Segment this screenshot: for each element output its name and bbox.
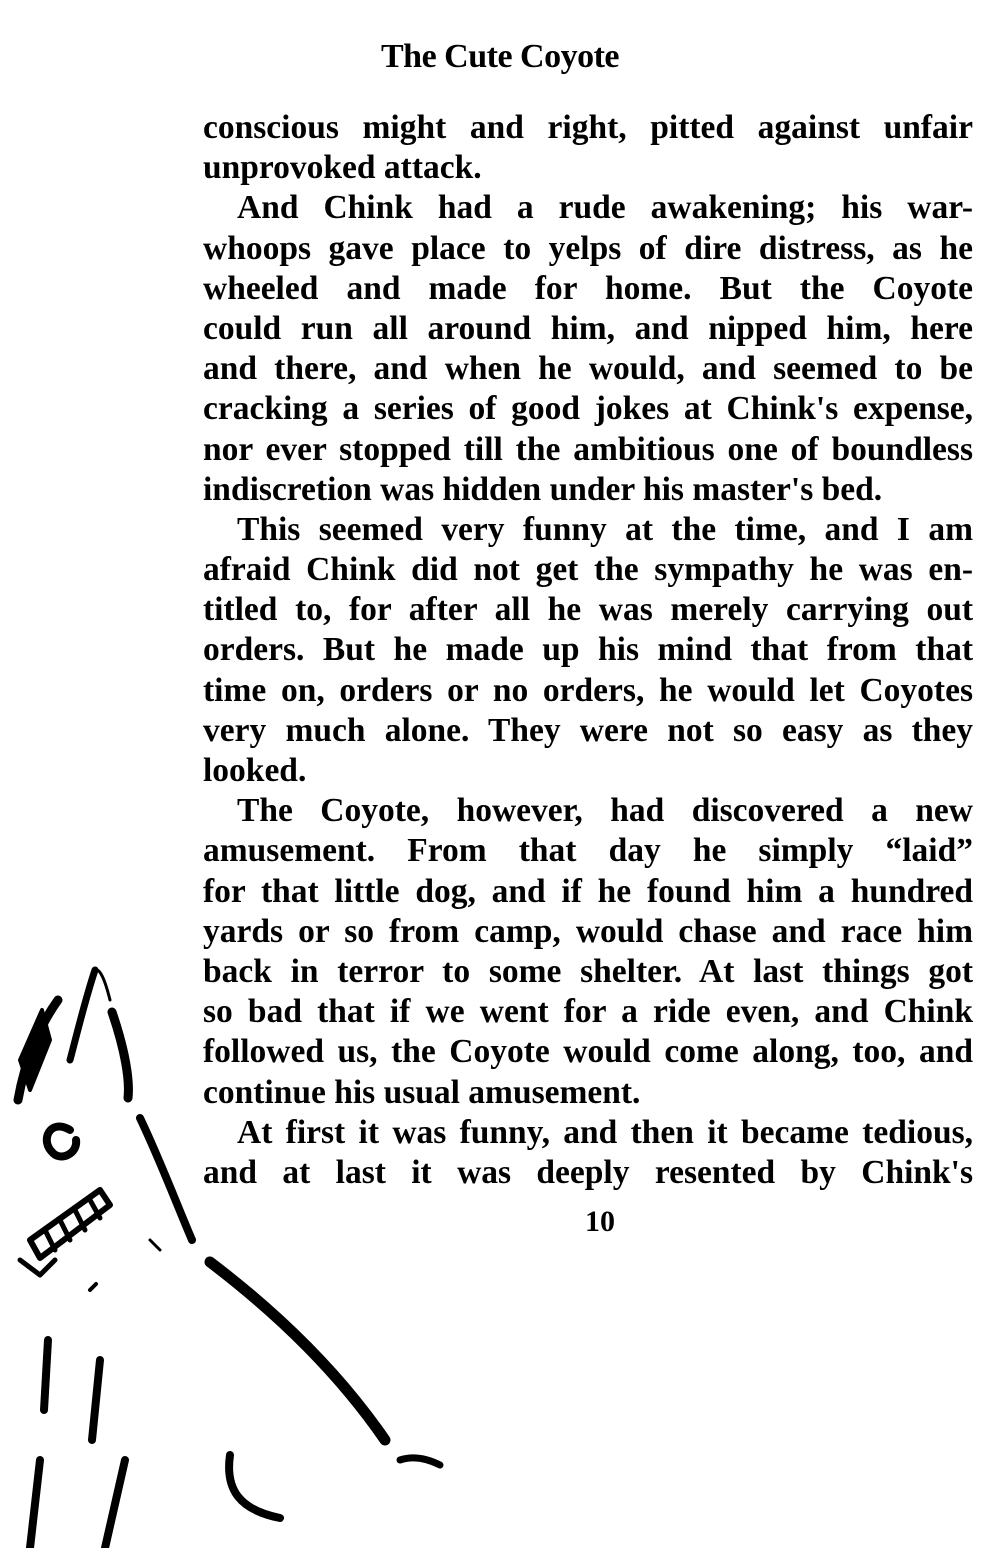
- coyote-tail-tip: [400, 1458, 440, 1465]
- text-line: time on, orders or no orders, he would let Coyotes: [203, 671, 973, 709]
- running-header: The Cute Coyote: [380, 38, 620, 75]
- text-line: indiscretion was hidden under his master's bed.: [203, 470, 883, 508]
- text-line: could run all around him, and nipped him, here: [203, 309, 973, 347]
- coyote-leg-2: [92, 1360, 100, 1440]
- text-line: This seemed very funny at the time, and I am: [237, 510, 973, 548]
- text-line: continue his usual amusement.: [203, 1073, 641, 1111]
- text-line: for that little dog, and if he found him a hundred: [203, 872, 973, 910]
- text-line: cracking a series of good jokes at Chink's expense,: [203, 390, 973, 428]
- text-line: nor ever stopped till the ambitious one of boundless: [203, 430, 973, 468]
- coyote-leg-3: [105, 1460, 125, 1548]
- text-line: back in terror to some shelter. At last things got: [203, 952, 973, 990]
- text-line: followed us, the Coyote would come along, too, and: [203, 1033, 973, 1071]
- coyote-sketch-illustration: [0, 940, 480, 1548]
- text-line: and at last it was deeply resented by Chink's: [203, 1153, 973, 1191]
- text-line: afraid Chink did not get the sympathy he was en-: [203, 551, 973, 589]
- text-line: titled to, for after all he was merely carrying out: [203, 591, 973, 629]
- coyote-ear-back: [70, 970, 95, 1060]
- coyote-neck-line: [112, 1012, 128, 1098]
- text-line: amusement. From that day he simply “laid”: [203, 832, 973, 870]
- text-line: conscious might and right, pitted against unfair: [203, 109, 973, 146]
- coyote-eye: [47, 1127, 76, 1157]
- coyote-teeth: [30, 1190, 110, 1258]
- coyote-paw: [229, 1455, 280, 1518]
- text-line: orders. But he made up his mind that from that: [203, 631, 973, 669]
- coyote-ear-fill: [20, 1010, 50, 1090]
- page-number: 10: [585, 1205, 615, 1238]
- text-line: very much alone. They were not so easy as they: [203, 711, 973, 749]
- text-line: And Chink had a rude awakening; his war-: [237, 189, 973, 227]
- coyote-back-line: [210, 1262, 385, 1440]
- text-line: At first it was funny, and then it became tedious,: [237, 1113, 973, 1151]
- text-line: yards or so from camp, would chase and race him: [203, 912, 973, 950]
- coyote-leg-1: [44, 1340, 48, 1410]
- text-line: looked.: [203, 752, 307, 789]
- text-line: and there, and when he would, and seemed to be: [203, 350, 973, 388]
- coyote-leg-4: [30, 1460, 40, 1548]
- text-line: The Coyote, however, had discovered a new: [237, 792, 973, 830]
- text-line: wheeled and made for home. But the Coyote: [203, 269, 973, 307]
- text-line: unprovoked attack.: [203, 149, 482, 187]
- coyote-jaw-line: [140, 1118, 192, 1240]
- text-line: whoops gave place to yelps of dire distress, as he: [203, 229, 973, 267]
- text-line: so bad that if we went for a ride even, and Chink: [203, 993, 973, 1031]
